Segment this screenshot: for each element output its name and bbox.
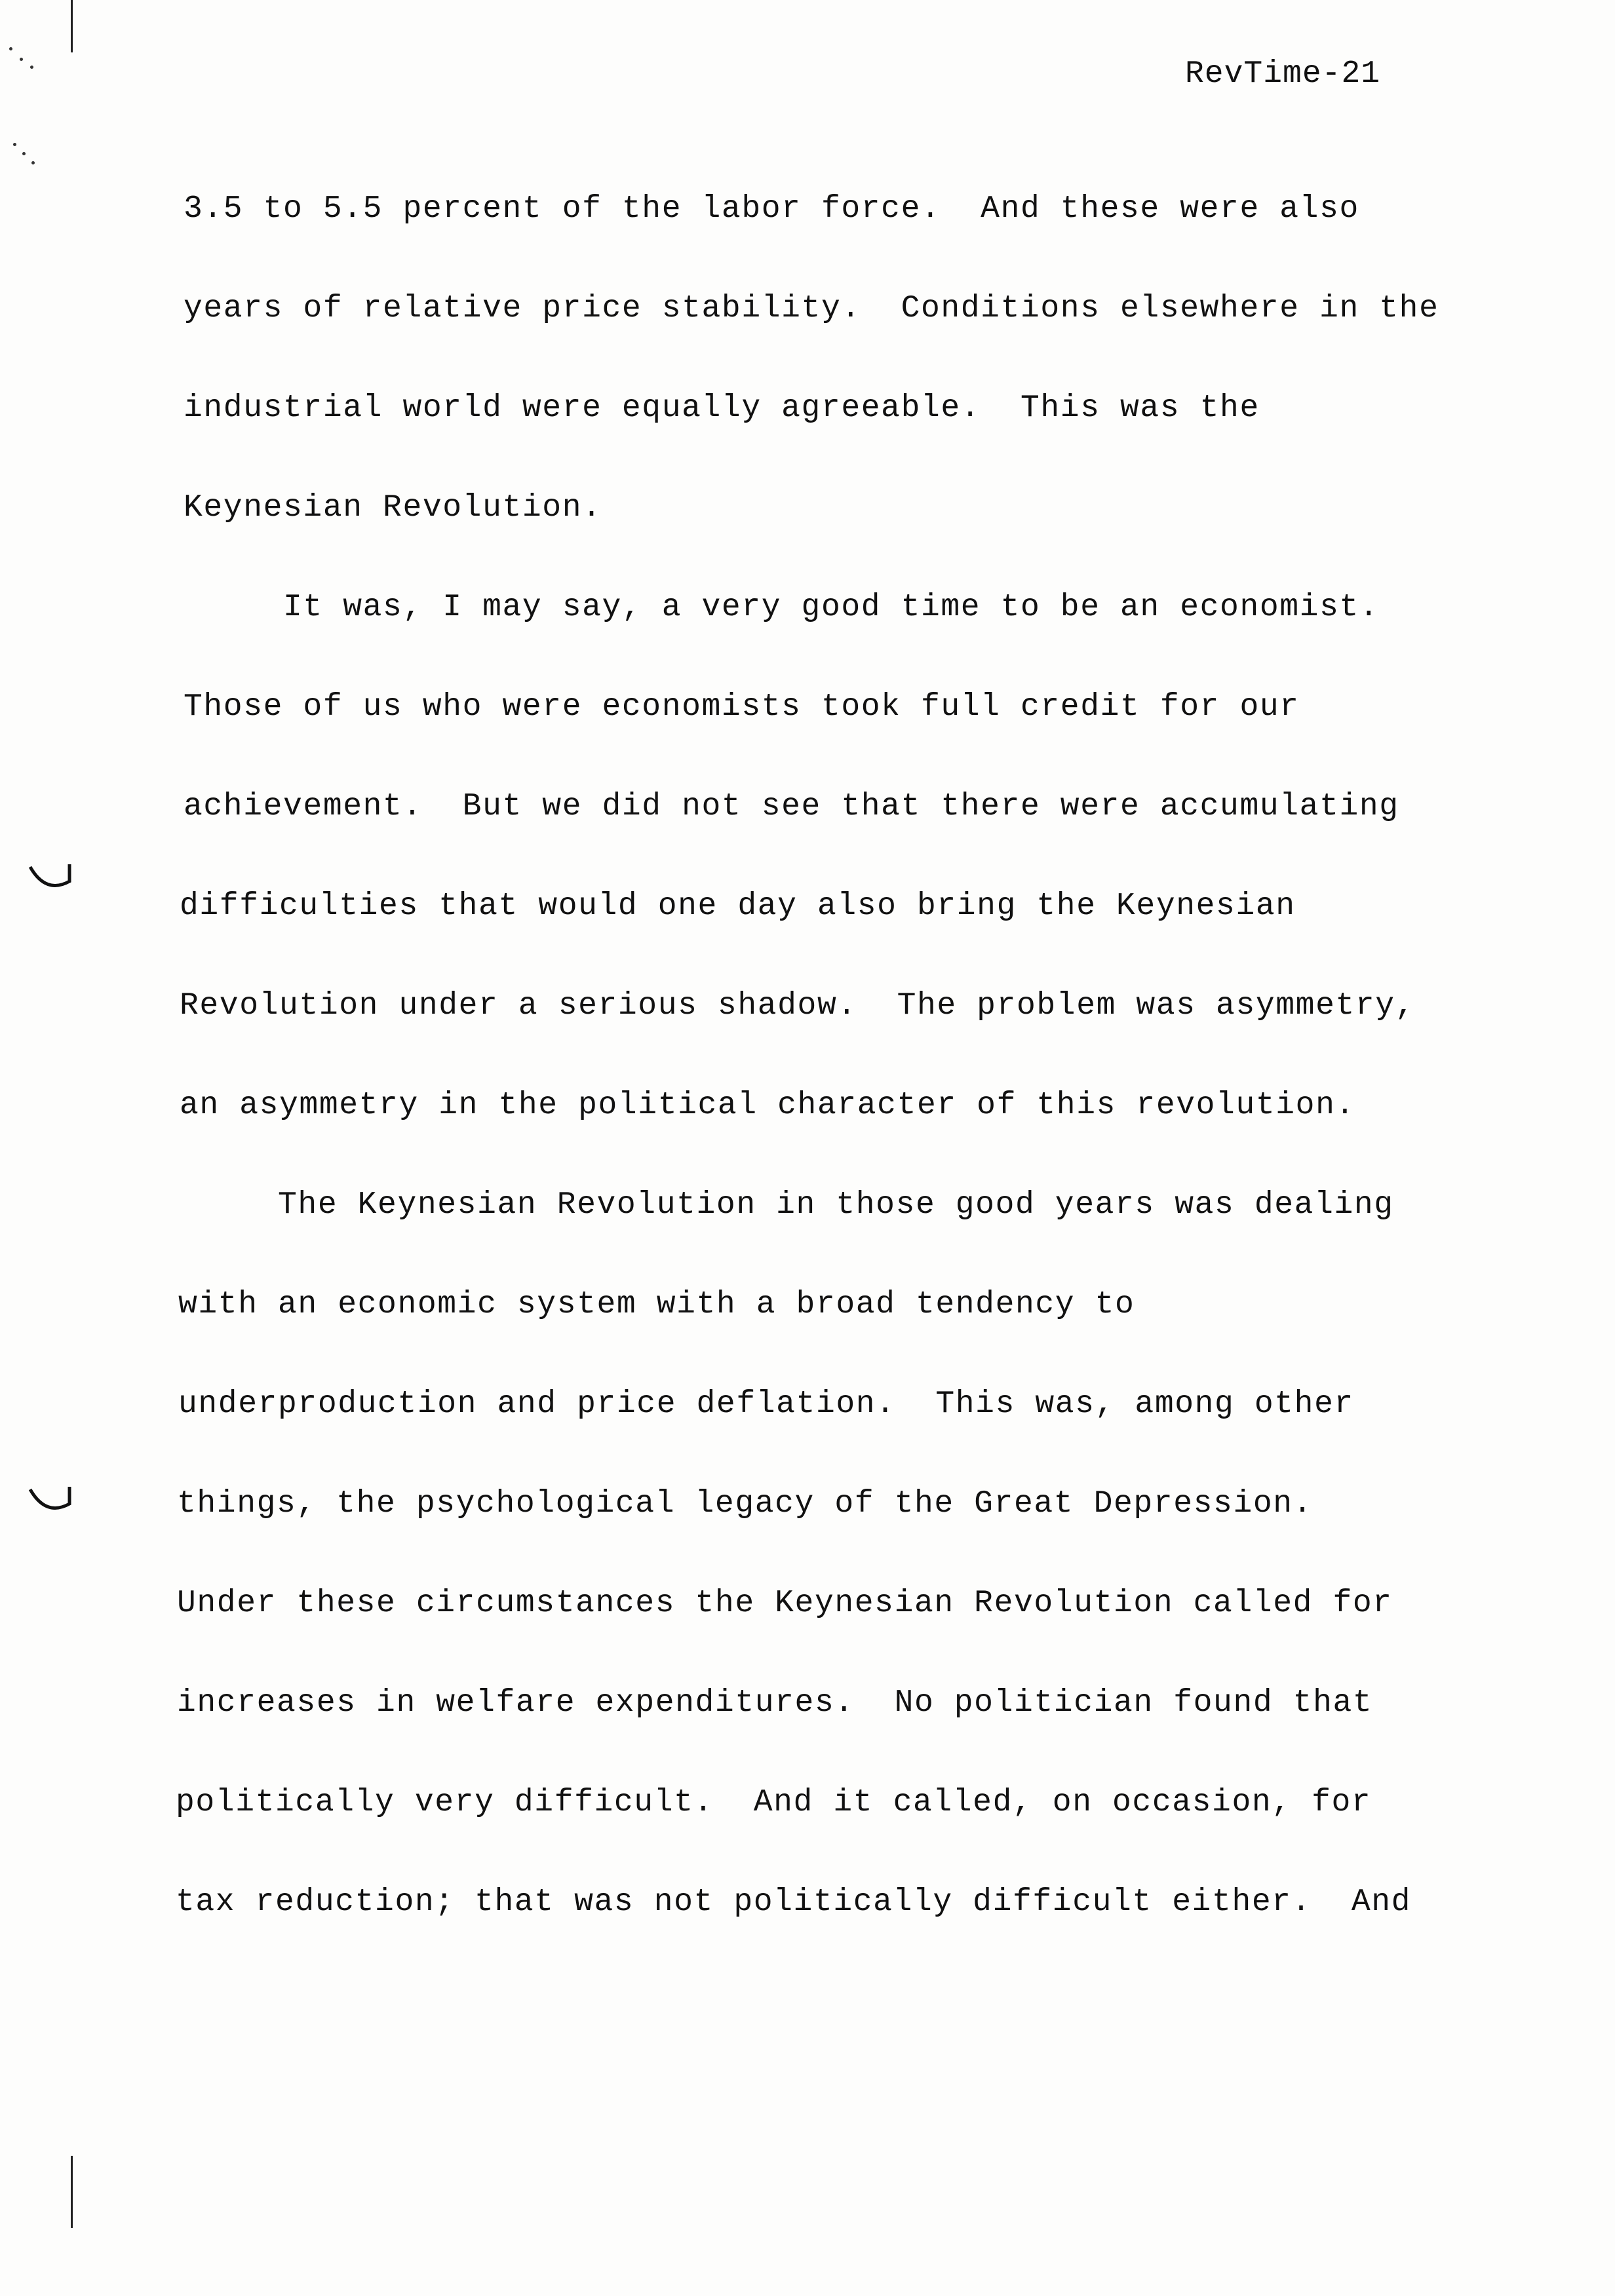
text-line: 3.5 to 5.5 percent of the labor force. And these were also — [184, 191, 1359, 227]
scan-speck — [31, 161, 35, 164]
text-line: difficulties that would one day also bring the Keynesian — [180, 889, 1296, 924]
text-line: Revolution under a serious shadow. The problem was asymmetry, — [180, 988, 1416, 1024]
text-line: industrial world were equally agreeable. This was the — [184, 391, 1260, 426]
scan-speck — [30, 66, 33, 69]
bottom-edge-mark — [71, 2156, 73, 2228]
text-line: with an economic system with a broad tendency to — [178, 1287, 1135, 1322]
text-line: Those of us who were economists took full credit for our — [184, 689, 1300, 725]
scan-speck — [9, 47, 12, 50]
binder-hole-mark — [26, 862, 79, 901]
text-line: The Keynesian Revolution in those good years was dealing — [178, 1187, 1394, 1223]
text-line: increases in welfare expenditures. No politician found that — [177, 1685, 1373, 1721]
page-label: RevTime-21 — [1185, 56, 1381, 92]
text-line: It was, I may say, a very good time to be an economist. — [184, 590, 1380, 625]
text-line: years of relative price stability. Conditions elsewhere in the — [184, 291, 1439, 326]
scan-speck — [13, 143, 16, 146]
text-line: Under these circumstances the Keynesian Revolution called for — [177, 1586, 1393, 1621]
text-line: things, the psychological legacy of the Great Depression. — [177, 1486, 1313, 1521]
top-edge-mark — [71, 0, 73, 52]
text-line: Keynesian Revolution. — [184, 490, 602, 526]
text-line: politically very difficult. And it called, on occasion, for — [176, 1785, 1372, 1820]
text-line: an asymmetry in the political character of this revolution. — [180, 1088, 1355, 1123]
scan-speck — [20, 58, 23, 61]
text-line: achievement. But we did not see that there were accumulating — [184, 789, 1399, 824]
text-line: tax reduction; that was not politically difficult either. And — [176, 1885, 1412, 1920]
binder-hole-mark — [26, 1484, 79, 1523]
scan-speck — [22, 152, 26, 155]
text-line: underproduction and price deflation. This was, among other — [178, 1387, 1354, 1422]
